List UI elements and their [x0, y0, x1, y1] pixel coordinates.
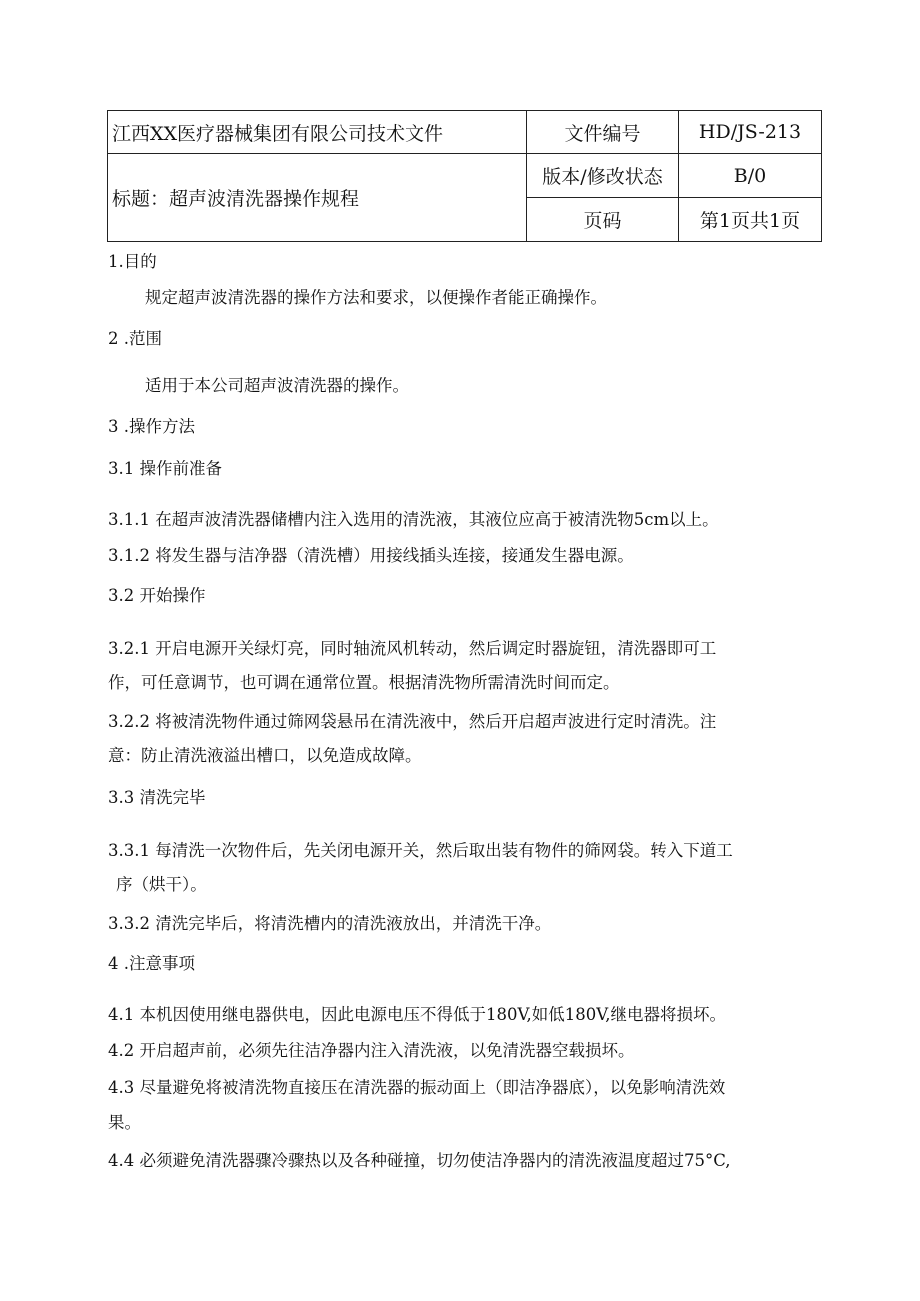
clause-3-3-1-line2: 序（烘干）。	[116, 875, 207, 894]
clause-3-1-2: 3.1.2 将发生器与洁净器（清洗槽）用接线插头连接，接通发生器电源。	[108, 546, 634, 565]
page-value: 第1页共1页	[679, 198, 822, 242]
clause-4-4: 4.4 必须避免清洗器骤冷骤热以及各种碰撞，切勿使洁净器内的清洗液温度超过75°C,	[108, 1151, 731, 1170]
section-heading-scope: 2 .范围	[108, 329, 162, 348]
clause-4-1: 4.1 本机因使用继电器供电，因此电源电压不得低于180V,如低180V,继电器将损坏。	[108, 1005, 727, 1024]
section-heading-purpose: 1.目的	[108, 252, 157, 271]
doc-number-label: 文件编号	[527, 111, 679, 154]
clause-3-3-2: 3.3.2 清洗完毕后，将清洗槽内的清洗液放出，并清洗干净。	[108, 914, 552, 933]
subsection-heading-finish: 3.3 清洗完毕	[108, 788, 206, 807]
section-heading-method: 3 .操作方法	[108, 417, 195, 436]
document-title: 超声波清洗器操作规程	[169, 188, 360, 210]
clause-3-3-1-line1: 3.3.1 每清洗一次物件后，先关闭电源开关，然后取出装有物件的筛网袋。转入下道工	[108, 841, 733, 860]
title-label: 标题：	[112, 188, 170, 210]
document-title-cell	[108, 154, 527, 242]
page-label: 页码	[527, 198, 679, 242]
clause-3-2-1-line2: 作，可任意调节，也可调在通常位置。根据清洗物所需清洗时间而定。	[108, 673, 620, 692]
clause-3-2-2-line2: 意：防止清洗液溢出槽口，以免造成故障。	[108, 746, 422, 765]
clause-4-3-line1: 4.3 尽量避免将被清洗物直接压在清洗器的振动面上（即洁净器底），以免影响清洗效	[108, 1078, 726, 1097]
section-heading-notes: 4 .注意事项	[108, 954, 195, 973]
clause-4-2: 4.2 开启超声前，必须先往洁净器内注入清洗液，以免清洗器空载损坏。	[108, 1041, 635, 1060]
clause-4-3-line2: 果。	[108, 1113, 141, 1132]
subsection-heading-start: 3.2 开始操作	[108, 586, 206, 605]
purpose-text: 规定超声波清洗器的操作方法和要求，以便操作者能正确操作。	[145, 288, 607, 307]
scope-text: 适用于本公司超声波清洗器的操作。	[145, 376, 409, 395]
company-name: 江西XX医疗器械集团有限公司技术文件	[108, 111, 527, 154]
clause-3-1-1: 3.1.1 在超声波清洗器储槽内注入选用的清洗液，其液位应高于被清洗物5cm以上。	[108, 510, 719, 529]
document-header-table	[107, 110, 822, 242]
version-label: 版本/修改状态	[527, 154, 679, 198]
doc-number-value: HD/JS-213	[679, 111, 822, 154]
subsection-heading-prep: 3.1 操作前准备	[108, 459, 222, 478]
version-value: B/0	[679, 154, 822, 198]
clause-3-2-1-line1: 3.2.1 开启电源开关绿灯亮，同时轴流风机转动，然后调定时器旋钮，清洗器即可工	[108, 639, 717, 658]
clause-3-2-2-line1: 3.2.2 将被清洗物件通过筛网袋悬吊在清洗液中，然后开启超声波进行定时清洗。注	[108, 712, 717, 731]
